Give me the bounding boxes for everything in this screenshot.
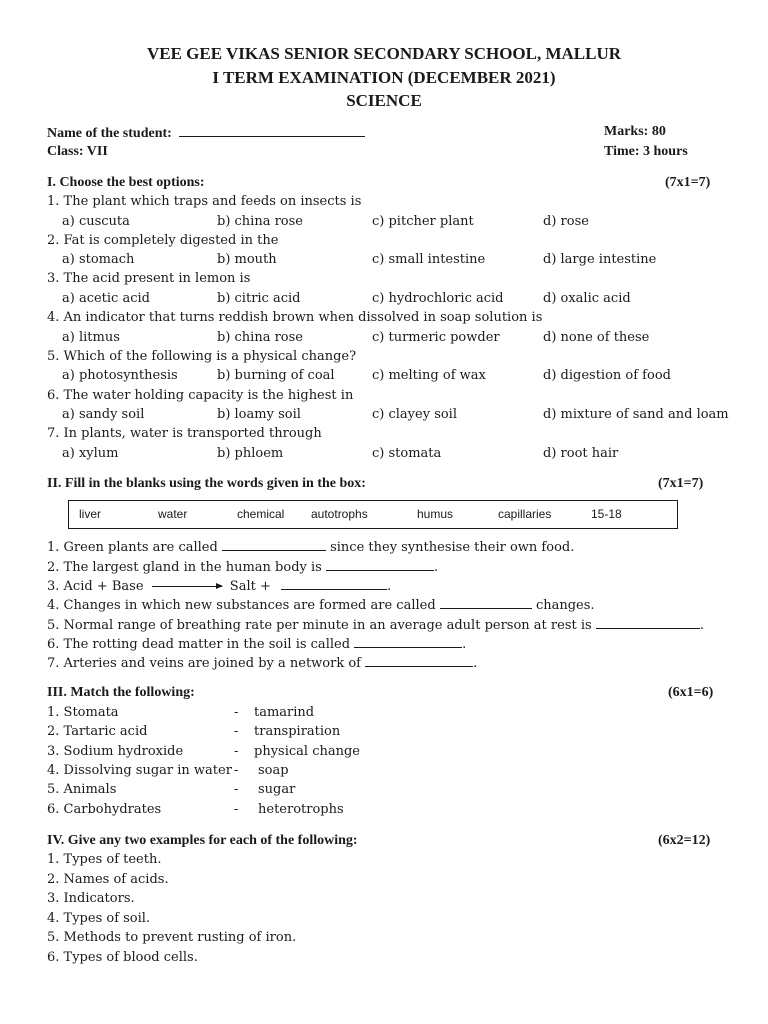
fill-blank-text: changes. [535, 598, 595, 613]
section-1-title: I. Choose the best options: [47, 175, 205, 190]
section-2-title: II. Fill in the blanks using the words given in the box: [47, 476, 366, 491]
match-right-item: soap [258, 762, 289, 778]
fill-blank-6 [47, 635, 466, 653]
section-1-marks: (7x1=7) [665, 175, 711, 190]
option-c: c) pitcher plant [372, 213, 474, 229]
word-box-item: liver [79, 507, 102, 521]
option-a: a) cuscuta [62, 213, 130, 229]
match-right-item: transpiration [254, 724, 341, 740]
word-box-item: autotrophs [311, 507, 368, 521]
section-4-title: IV. Give any two examples for each of the following: [47, 833, 358, 848]
fill-blank-1 [47, 538, 574, 556]
reaction-arrow-icon [152, 586, 222, 587]
answer-blank [222, 538, 326, 551]
option-a: a) litmus [62, 329, 120, 345]
word-box-item: chemical [237, 507, 285, 521]
option-a: a) xylum [62, 445, 119, 461]
example-item: 1. Types of teeth. [47, 852, 162, 867]
fill-blank-text: 2. The largest gland in the human body is [47, 560, 322, 575]
word-box-item: 15-18 [591, 507, 622, 521]
fill-blank-text: . [387, 579, 392, 594]
match-right-item: heterotrophs [258, 801, 344, 817]
option-b: b) china rose [217, 329, 303, 345]
question-text: 6. The water holding capacity is the highest in [47, 387, 354, 403]
fill-blank-5 [47, 616, 704, 634]
fill-blank-text: 6. The rotting dead matter in the soil is called [47, 637, 351, 652]
question-text: 3. The acid present in lemon is [47, 271, 251, 287]
marks-total: Marks: 80 [604, 124, 666, 139]
option-d: d) root hair [543, 445, 619, 461]
match-dash: - [234, 743, 239, 759]
student-name-label: Name of the student: [47, 126, 172, 141]
answer-blank [281, 577, 387, 590]
example-item: 6. Types of blood cells. [47, 949, 198, 965]
answer-blank [596, 616, 700, 629]
match-right-item: tamarind [254, 705, 315, 720]
option-a: a) sandy soil [62, 407, 145, 422]
example-item: 4. Types of soil. [47, 910, 151, 926]
option-d: d) mixture of sand and loam [543, 407, 729, 422]
option-b: b) china rose [217, 213, 303, 229]
match-dash: - [234, 705, 239, 720]
option-c: c) clayey soil [372, 407, 458, 422]
fill-blank-text: 5. Normal range of breathing rate per minute in an average adult person at rest is [47, 618, 592, 633]
match-left-item: 5. Animals [47, 782, 117, 798]
option-a: a) stomach [62, 252, 135, 268]
fill-blank-text: . [473, 656, 478, 671]
fill-blank-text: 4. Changes in which new substances are formed are called [47, 598, 436, 613]
word-box-item: water [158, 507, 188, 521]
option-a: a) acetic acid [62, 290, 150, 306]
exam-title: I TERM EXAMINATION (DECEMBER 2021) [212, 68, 556, 87]
fill-blank-text: 3. Acid + Base [47, 579, 144, 594]
fill-blank-4 [47, 596, 595, 614]
option-a: a) photosynthesis [62, 368, 178, 384]
example-item: 2. Names of acids. [47, 871, 169, 887]
match-right-item: sugar [258, 782, 296, 798]
match-left-item: 4. Dissolving sugar in water [47, 762, 232, 778]
student-name-blank [179, 124, 365, 137]
option-c: c) stomata [372, 445, 442, 461]
section-4-marks: (6x2=12) [658, 833, 711, 848]
option-c: c) hydrochloric acid [372, 290, 504, 306]
match-dash: - [234, 762, 239, 778]
fill-blank-text: . [433, 560, 439, 575]
class-label: Class: VII [47, 144, 108, 159]
option-d: d) large intestine [543, 252, 657, 268]
question-text: 7. In plants, water is transported through [47, 426, 322, 442]
option-c: c) small intestine [372, 252, 486, 268]
match-left-item: 3. Sodium hydroxide [47, 743, 184, 759]
section-2-marks: (7x1=7) [658, 476, 704, 491]
option-d: d) none of these [543, 329, 650, 345]
example-item: 5. Methods to prevent rusting of iron. [47, 930, 297, 945]
fill-blank-text: 7. Arteries and veins are joined by a network of [47, 656, 361, 671]
subject-title: SCIENCE [346, 91, 422, 110]
fill-blank-text: 1. Green plants are called [47, 540, 218, 555]
fill-blank-7 [47, 654, 477, 672]
option-d: d) rose [543, 213, 589, 229]
option-b: b) phloem [217, 445, 284, 461]
fill-blank-text: since they synthesise their own food. [330, 540, 575, 555]
option-c: c) turmeric powder [372, 329, 500, 345]
section-3-title: III. Match the following: [47, 685, 195, 700]
answer-blank [365, 654, 473, 667]
time-label: Time: 3 hours [604, 144, 688, 159]
match-left-item: 1. Stomata [47, 705, 119, 720]
section-3-marks: (6x1=6) [668, 685, 714, 700]
fill-blank-2 [47, 558, 438, 576]
match-right-item: physical change [254, 743, 360, 759]
example-item: 3. Indicators. [47, 891, 135, 906]
option-d: d) oxalic acid [543, 290, 631, 306]
word-box-item: humus [417, 507, 454, 521]
match-left-item: 2. Tartaric acid [47, 724, 148, 740]
word-box-item: capillaries [498, 507, 552, 521]
answer-blank [440, 596, 532, 609]
match-dash: - [234, 801, 239, 817]
answer-blank [326, 558, 434, 571]
option-b: b) mouth [217, 252, 277, 268]
student-name-row [47, 124, 365, 142]
fill-blank-3 [47, 577, 391, 595]
word-box [68, 500, 678, 529]
fill-blank-text: . [462, 637, 467, 652]
answer-blank [354, 635, 462, 648]
question-text: 1. The plant which traps and feeds on insects is [47, 194, 362, 209]
option-c: c) melting of wax [372, 368, 486, 384]
match-dash: - [234, 724, 239, 740]
option-b: b) citric acid [217, 290, 301, 306]
match-left-item: 6. Carbohydrates [47, 801, 162, 817]
fill-blank-text: Salt + [229, 579, 271, 594]
match-dash: - [234, 782, 239, 798]
option-d: d) digestion of food [543, 368, 671, 384]
fill-blank-text: . [699, 618, 704, 633]
school-name: VEE GEE VIKAS SENIOR SECONDARY SCHOOL, MALLUR [146, 44, 622, 63]
question-text: 4. An indicator that turns reddish brown when dissolved in soap solution is [47, 310, 543, 326]
question-text: 2. Fat is completely digested in the [47, 232, 279, 248]
question-text: 5. Which of the following is a physical change? [47, 348, 357, 364]
option-b: b) burning of coal [217, 368, 335, 384]
option-b: b) loamy soil [217, 407, 301, 422]
